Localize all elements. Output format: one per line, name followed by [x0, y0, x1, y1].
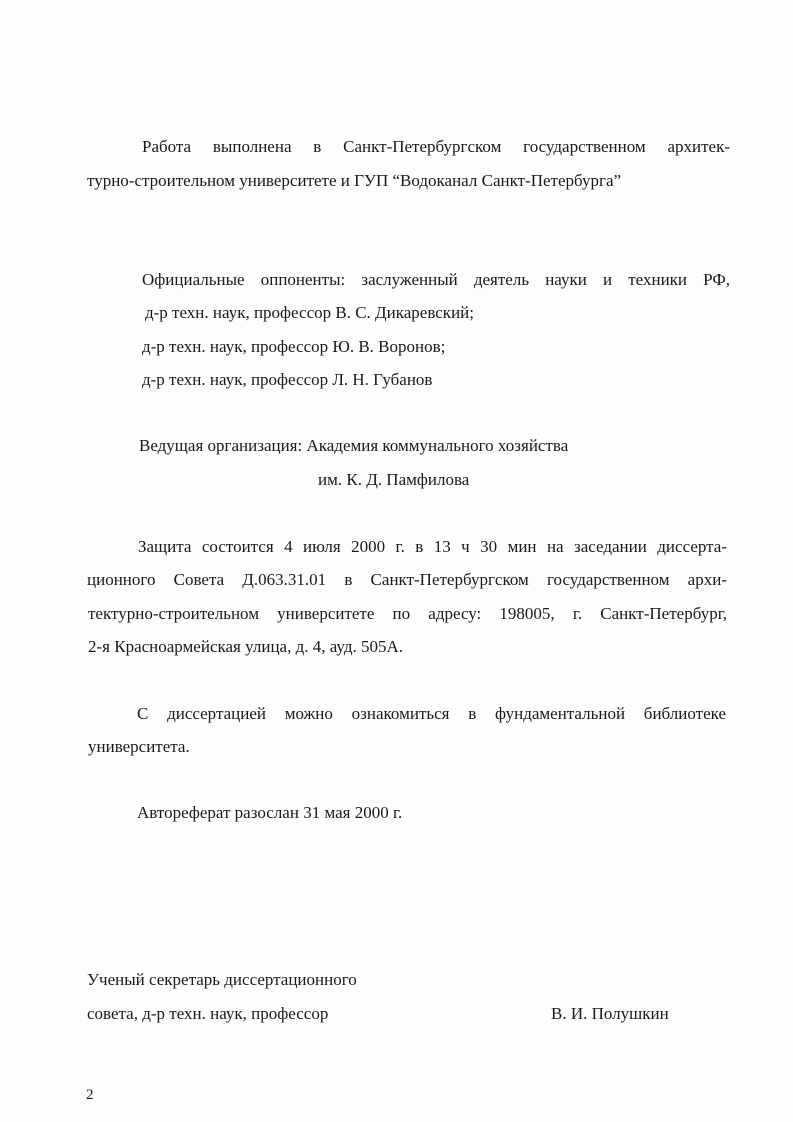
work-info-line-2: турно-строительном университете и ГУП “Водоканал Санкт-Петербурга” [87, 171, 622, 190]
abstract-mailed-line: Автореферат разослан 31 мая 2000 г. [137, 803, 403, 822]
leading-org-line-2: им. К. Д. Памфилова [318, 470, 470, 489]
opponents-line-4: д-р техн. наук, профессор Л. Н. Губанов [142, 370, 433, 389]
secretary-line-1: Ученый секретарь диссертационного [87, 970, 357, 989]
opponents-line-1: Официальные оппоненты: заслуженный деятель науки и техники РФ, [142, 270, 730, 289]
library-line-1: С диссертацией можно ознакомиться в фундаментальной библиотеке [137, 704, 726, 723]
library-line-2: университета. [88, 737, 190, 756]
opponents-line-3: д-р техн. наук, профессор Ю. В. Воронов; [142, 337, 446, 356]
secretary-name: В. И. Полушкин [551, 1004, 669, 1023]
opponents-line-2: д-р техн. наук, профессор В. С. Дикаревский; [145, 303, 474, 322]
secretary-line-2: совета, д-р техн. наук, профессор [87, 1004, 329, 1023]
defense-line-1: Защита состоится 4 июля 2000 г. в 13 ч 30 мин на заседании диссерта- [138, 537, 727, 556]
defense-line-4: 2-я Красноармейская улица, д. 4, ауд. 505А. [88, 637, 404, 656]
leading-org-line-1: Ведущая организация: Академия коммунального хозяйства [139, 436, 569, 455]
defense-line-2: ционного Совета Д.063.31.01 в Санкт-Петербургском государственном архи- [87, 570, 727, 589]
work-info-line-1: Работа выполнена в Санкт-Петербургском государственном архитек- [142, 137, 730, 156]
defense-line-3: тектурно-строительном университете по адресу: 198005, г. Санкт-Петербург, [88, 604, 727, 623]
page-number: 2 [86, 1087, 94, 1103]
